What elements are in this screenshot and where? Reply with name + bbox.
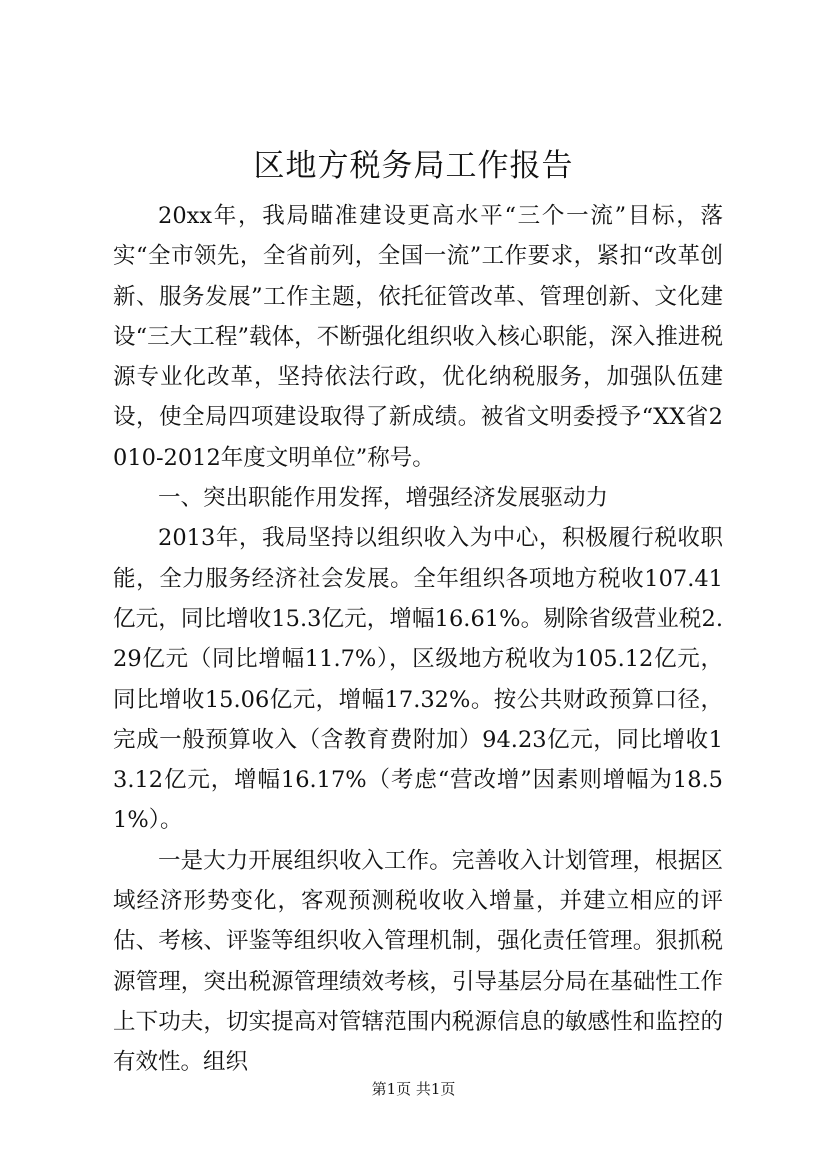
paragraph-intro: 20xx年，我局瞄准建设更高水平“三个一流”目标，落实“全市领先，全省前列，全国一流”工作要求，紧扣“改革创新、服务发展”工作主题，依托征管改革、管理创新、文化建设“三大工程”载体，不断强化组织收入核心职能，深入推进税源专业化改革，坚持依法行政，优化纳税服务，加强队伍建设，使全局四项建设取得了新成绩。被省文明委授予“XX省2010-2012年度文明单位”称号。: [113, 203, 723, 471]
document-body: [113, 196, 723, 1083]
paragraph-revenue-work: 一是大力开展组织收入工作。完善收入计划管理，根据区域经济形势变化，客观预测税收收入增量，并建立相应的评估、考核、评鉴等组织收入管理机制，强化责任管理。狠抓税源管理，突出税源管理绩效考核，引导基层分局在基础性工作上下功夫，切实提高对管辖范围内税源信息的敏感性和监控的有效性。组织: [113, 847, 723, 1076]
section-heading-1: 一、突出职能作用发挥，增强经济发展驱动力: [158, 485, 609, 512]
paragraph-revenue-summary: 2013年，我局坚持以组织收入为中心，积极履行税收职能，全力服务经济社会发展。全年组织各项地方税收107.41亿元，同比增收15.3亿元，增幅16.61%。剔除省级营业税2.29亿元（同比增幅11.7%），区级地方税收为105.12亿元，同比增收15.06亿元，增幅17.32%。按公共财政预算口径，完成一般预算收入（含教育费附加）94.23亿元，同比增收13.12亿元，增幅16.17%（考虑“营改增”因素则增幅为18.51%）。: [113, 525, 723, 834]
page-footer: 第1页 共1页: [371, 1080, 456, 1098]
document-title: 区地方税务局工作报告: [253, 148, 574, 184]
